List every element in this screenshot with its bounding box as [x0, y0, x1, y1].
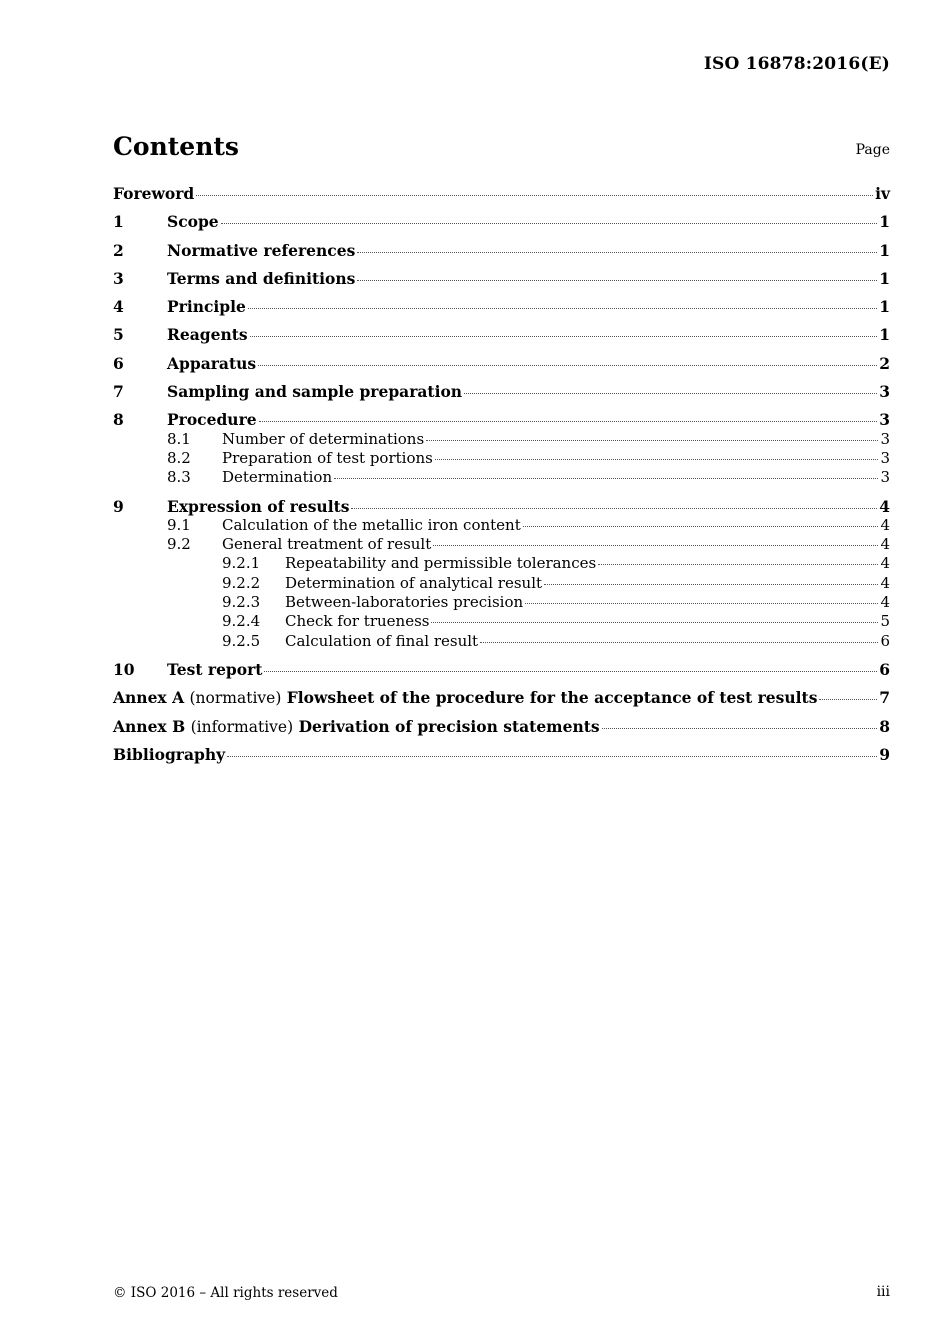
toc-entry-normative-references[interactable] [113, 241, 890, 260]
toc-label: Apparatus [167, 353, 257, 373]
toc-label: Scope [167, 212, 219, 232]
toc-page: 6 [879, 659, 890, 679]
toc-entry-scope[interactable] [113, 212, 890, 231]
toc-page: 4 [880, 535, 890, 554]
toc-page: 4 [879, 496, 890, 516]
dot-leader [433, 545, 878, 546]
dot-leader [227, 756, 877, 757]
dot-leader [221, 223, 878, 224]
dot-leader [248, 308, 877, 309]
toc-entry-expression-of-results[interactable] [113, 497, 890, 516]
annex-title: Derivation of precision statements [298, 716, 600, 736]
dot-leader [426, 440, 878, 441]
toc-page: 1 [879, 212, 890, 232]
toc-label: Determination [222, 468, 333, 487]
dot-leader [264, 671, 877, 672]
toc-number: 3 [113, 268, 124, 288]
toc-number: 9.2.2 [222, 573, 261, 592]
dot-leader [259, 421, 878, 422]
document-id: ISO 16878:2016(E) [703, 54, 890, 74]
toc-entry-annex-a[interactable] [113, 688, 890, 707]
toc-label: Number of determinations [222, 429, 425, 448]
page-column-label: Page [855, 142, 890, 158]
toc-label: Reagents [167, 325, 248, 345]
toc-number: 9.2.5 [222, 631, 261, 650]
dot-leader [525, 603, 878, 604]
toc-entry-test-report[interactable] [113, 660, 890, 679]
toc-page: 3 [880, 429, 890, 448]
toc-number: 4 [113, 297, 124, 317]
toc-number: 9.1 [167, 515, 191, 534]
toc-number: 1 [113, 212, 124, 232]
toc-entry-apparatus[interactable] [113, 354, 890, 373]
toc-entry-calculation-metallic-iron[interactable] [113, 516, 890, 535]
dot-leader [351, 508, 877, 509]
toc-page: 1 [879, 297, 890, 317]
toc-number: 5 [113, 325, 124, 345]
toc-number: 9 [113, 496, 124, 516]
dot-leader [523, 526, 879, 527]
toc-number: 8.2 [167, 448, 191, 467]
toc-number: 2 [113, 240, 124, 260]
toc-page: 4 [880, 554, 890, 573]
toc-entry-check-for-trueness[interactable] [113, 612, 890, 631]
toc-label: Calculation of the metallic iron content [222, 515, 521, 534]
toc-page: 4 [880, 515, 890, 534]
toc-label: General treatment of result [222, 535, 432, 554]
toc-page: 3 [880, 468, 890, 487]
toc-entry-procedure[interactable] [113, 410, 890, 429]
dot-leader [431, 622, 878, 623]
toc-entry-repeatability[interactable] [113, 554, 890, 573]
page-number: iii [876, 1284, 890, 1300]
page-title: Contents [113, 132, 240, 161]
toc-label [113, 688, 817, 707]
dot-leader [196, 195, 873, 196]
toc-number: 8 [113, 410, 124, 430]
toc-label: Normative references [167, 240, 356, 260]
dot-leader [480, 642, 878, 643]
toc-page: 4 [880, 593, 890, 612]
toc-page: 9 [879, 744, 890, 764]
toc-entry-reagents[interactable] [113, 325, 890, 344]
toc-number: 6 [113, 353, 124, 373]
dot-leader [819, 699, 877, 700]
toc-label: Foreword [113, 184, 195, 203]
dot-leader [250, 336, 878, 337]
toc-label: Test report [167, 659, 263, 679]
toc-entry-foreword[interactable] [113, 184, 890, 203]
dot-leader [435, 459, 879, 460]
annex-type: (informative) [190, 717, 294, 736]
dot-leader [544, 584, 878, 585]
toc-entry-bibliography[interactable] [113, 745, 890, 764]
toc-page: 5 [880, 612, 890, 631]
toc-entry-sampling[interactable] [113, 382, 890, 401]
table-of-contents [113, 184, 890, 764]
copyright-notice: © ISO 2016 – All rights reserved [113, 1285, 338, 1301]
toc-label: Principle [167, 297, 246, 317]
toc-label: Between-laboratories precision [285, 593, 524, 612]
toc-entry-general-treatment[interactable] [113, 535, 890, 554]
toc-entry-annex-b[interactable] [113, 717, 890, 736]
toc-title-row [113, 130, 890, 164]
toc-label: Preparation of test portions [222, 448, 433, 467]
toc-page: 6 [880, 631, 890, 650]
dot-leader [334, 478, 878, 479]
toc-label: Terms and definitions [167, 268, 356, 288]
toc-number: 9.2.3 [222, 593, 261, 612]
toc-entry-preparation-of-test-portions[interactable] [113, 449, 890, 468]
dot-leader [258, 365, 877, 366]
toc-label: Check for trueness [285, 612, 430, 631]
toc-label: Expression of results [167, 496, 350, 516]
annex-prefix: Annex A [113, 688, 185, 708]
toc-entry-between-laboratories[interactable] [113, 593, 890, 612]
toc-number: 8.3 [167, 468, 191, 487]
dot-leader [357, 252, 877, 253]
toc-page: 1 [879, 325, 890, 345]
toc-page: 7 [879, 688, 890, 708]
toc-page: 1 [879, 268, 890, 288]
toc-page: 4 [880, 573, 890, 592]
toc-number: 9.2 [167, 535, 191, 554]
toc-label: Calculation of final result [285, 631, 479, 650]
toc-label: Bibliography [113, 744, 226, 764]
annex-type: (normative) [189, 689, 282, 708]
annex-prefix: Annex B [113, 716, 186, 736]
toc-entry-analytical-result[interactable] [113, 574, 890, 593]
toc-label: Repeatability and permissible tolerances [285, 554, 597, 573]
toc-label: Procedure [167, 410, 257, 430]
dot-leader [464, 393, 877, 394]
toc-page: iv [875, 184, 890, 203]
dot-leader [357, 280, 877, 281]
toc-page: 2 [879, 353, 890, 373]
toc-entry-final-result[interactable] [113, 632, 890, 651]
dot-leader [602, 728, 878, 729]
toc-entry-determination[interactable] [113, 468, 890, 487]
toc-number: 9.2.1 [222, 554, 261, 573]
toc-entry-number-of-determinations[interactable] [113, 430, 890, 449]
toc-page: 8 [879, 716, 890, 736]
toc-entry-principle[interactable] [113, 297, 890, 316]
dot-leader [598, 564, 878, 565]
toc-entry-terms-and-definitions[interactable] [113, 269, 890, 288]
toc-label: Sampling and sample preparation [167, 382, 463, 402]
toc-page: 1 [879, 240, 890, 260]
toc-label [113, 717, 600, 736]
toc-number: 7 [113, 382, 124, 402]
toc-number: 10 [113, 659, 135, 679]
annex-title: Flowsheet of the procedure for the acceptance of test results [286, 688, 818, 708]
toc-page: 3 [879, 410, 890, 430]
toc-number: 8.1 [167, 429, 191, 448]
toc-number: 9.2.4 [222, 612, 261, 631]
toc-label: Determination of analytical result [285, 573, 543, 592]
toc-page: 3 [879, 382, 890, 402]
toc-page: 3 [880, 448, 890, 467]
